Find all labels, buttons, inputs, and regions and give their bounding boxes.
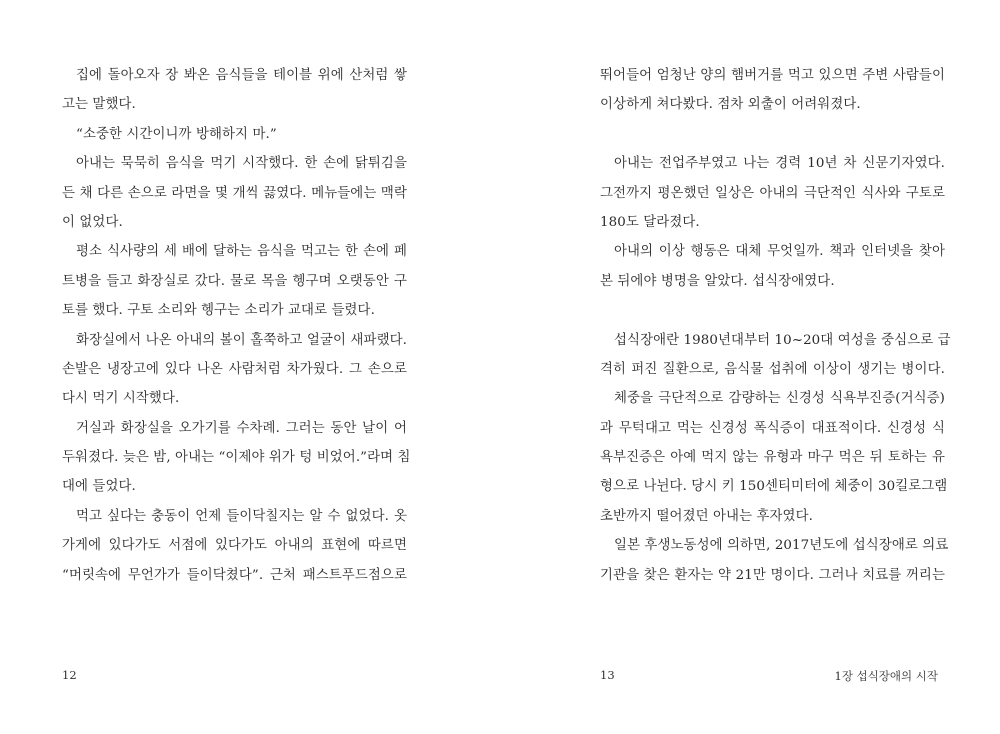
right-page-number: 13 [600,668,615,682]
paragraph-gap [600,296,945,325]
text-line: 다시 먹기 시작했다. [62,391,180,407]
text-line: 토를 했다. 구토 소리와 헹구는 소리가 교대로 들렸다. [62,303,375,319]
text-line: 뛰어들어 엄청난 양의 햄버거를 먹고 있으면 주변 사람들이 [600,68,945,83]
text-line: 먹고 싶다는 충동이 언제 들이닥칠지는 알 수 없었다. 옷 [76,508,407,524]
text-line: 손발은 냉장고에 있다 나온 사람처럼 차가웠다. 그 손으로 [62,361,407,377]
text-line: 든 채 다른 손으로 라면을 몇 개씩 끓였다. 메뉴들에는 맥락 [62,185,407,201]
text-line: 두워졌다. 늦은 밤, 아내는 “이제야 위가 텅 비었어.”라며 침 [62,450,411,466]
text-line: 거실과 화장실을 오가기를 수차례. 그러는 동안 날이 어 [76,420,407,436]
right-page-body [600,61,951,590]
text-line: 일본 후생노동성에 의하면, 2017년도에 섭식장애로 의료 [614,538,949,554]
text-line: 화장실에서 나온 아내의 볼이 홀쭉하고 얼굴이 새파랬다. [76,332,407,348]
text-line: 이상하게 쳐다봤다. 점차 외출이 어려워졌다. [600,97,861,113]
text-line: 아내는 전업주부였고 나는 경력 10년 차 신문기자였다. [614,156,945,172]
text-line: 180도 달라졌다. [600,214,700,230]
text-line: 집에 돌아오자 장 봐온 음식들을 테이블 위에 산처럼 쌓 [76,68,407,83]
text-line: 욕부진증은 아예 먹지 않는 유형과 마구 먹은 뒤 토하는 유 [600,450,945,466]
text-line: 대에 들었다. [62,479,136,495]
text-line: 고는 말했다. [62,97,136,113]
paragraph-gap [600,120,945,149]
right-page [500,0,1000,734]
text-line: 본 뒤에야 병명을 알았다. 섭식장애였다. [600,273,835,289]
text-line: 과 무턱대고 먹는 신경성 폭식증이 대표적이다. 신경성 식 [600,420,945,436]
text-line: 기관을 찾은 환자는 약 21만 명이다. 그러나 치료를 꺼리는 [600,567,945,583]
text-line: 이 없었다. [62,214,123,230]
running-head: 1장 섭식장애의 시작 [834,669,938,683]
text-line: 아내의 이상 행동은 대체 무엇일까. 책과 인터넷을 찾아 [614,244,945,260]
text-line: 섭식장애란 1980년대부터 10~20대 여성을 중심으로 급 [614,332,951,348]
text-line: 체중을 극단적으로 감량하는 신경성 식욕부진증(거식증) [614,391,945,407]
text-line: 아내는 묵묵히 음식을 먹기 시작했다. 한 손에 닭튀김을 [76,156,407,172]
text-line: 트병을 들고 화장실로 갔다. 물로 목을 헹구며 오랫동안 구 [62,273,407,289]
text-line: 가게에 있다가도 서점에 있다가도 아내의 표현에 따르면 [62,538,407,554]
text-line: 격히 퍼진 질환으로, 음식물 섭취에 이상이 생기는 병이다. [600,361,945,377]
text-line: “소중한 시간이니까 방해하지 마.” [76,126,277,142]
left-page-number: 12 [62,668,77,682]
text-line: “머릿속에 무언가가 들이닥쳤다”. 근처 패스트푸드점으로 [62,567,407,583]
text-line: 초반까지 떨어졌던 아내는 후자였다. [600,508,813,524]
left-page-body [62,61,411,590]
text-line: 그전까지 평온했던 일상은 아내의 극단적인 식사와 구토로 [600,185,945,201]
text-line: 평소 식사량의 세 배에 달하는 음식을 먹고는 한 손에 페 [76,244,407,260]
text-line: 형으로 나뉜다. 당시 키 150센티미터에 체중이 30킬로그램 [600,479,948,495]
